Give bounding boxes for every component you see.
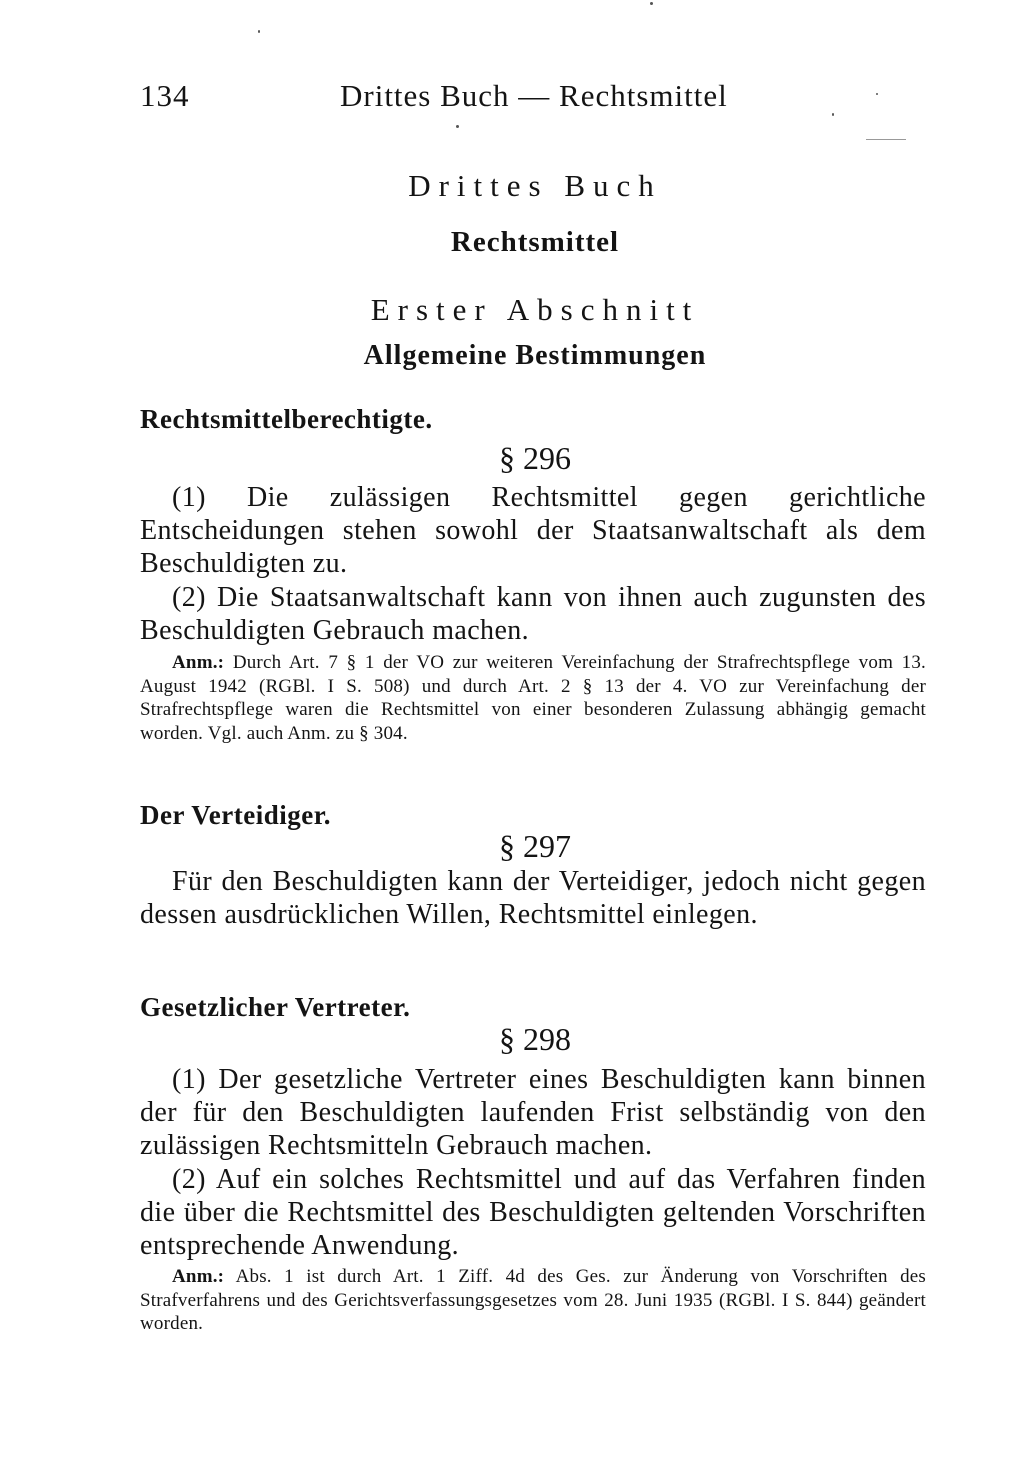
running-title: Drittes Buch — Rechtsmittel [340, 78, 728, 113]
article-297-heading: Der Verteidiger. [140, 800, 331, 830]
article-296-paragraph-1: (1) Die zulässigen Rechtsmittel gegen gerichtliche Entscheidungen stehen sowohl der Staatsanwaltschaft als dem Beschuldigten zu. [140, 482, 926, 579]
scan-speck [832, 113, 834, 116]
scan-speck [456, 125, 459, 128]
article-298-paragraph-2: (2) Auf ein solches Rechtsmittel und auf das Verfahren finden die über die Rechtsmittel des Beschuldigten geltenden Vorschriften entsprechende Anwendung. [140, 1164, 926, 1261]
article-298-number: § 298 [499, 1021, 571, 1057]
section-title: Allgemeine Bestimmungen [363, 340, 707, 371]
note-label: Anm.: [172, 652, 225, 673]
scan-speck [866, 139, 906, 140]
article-297-number: § 297 [499, 828, 571, 864]
book-label: Drittes Buch [408, 168, 662, 203]
article-296-note [140, 651, 926, 745]
note-text: Durch Art. 7 § 1 der VO zur weiteren Vereinfachung der Strafrechtspflege vom 13. August 1942 (RGBl. I S. 508) und durch Art. 2 § 13 der 4. VO zur Vereinfachung der Strafrechtspflege waren die Rechtsmittel von einer besonderen Zulassung abhängig gemacht worden. Vgl. auch Anm. zu § 304. [140, 652, 926, 744]
article-296-number: § 296 [499, 440, 571, 476]
scan-speck [876, 93, 878, 95]
page-number: 134 [140, 78, 190, 113]
article-297-paragraph-1: Für den Beschuldigten kann der Verteidiger, jedoch nicht gegen dessen ausdrücklichen Willen, Rechtsmittel einlegen. [140, 866, 926, 930]
article-298-heading: Gesetzlicher Vertreter. [140, 992, 411, 1022]
running-header [140, 78, 940, 118]
scan-speck [258, 30, 260, 33]
article-296-heading: Rechtsmittelberechtigte. [140, 404, 433, 434]
article-298-paragraph-1: (1) Der gesetzliche Vertreter eines Beschuldigten kann binnen der für den Beschuldigten laufenden Frist selbständig von den zulässigen Rechtsmitteln Gebrauch machen. [140, 1064, 926, 1161]
note-text: Abs. 1 ist durch Art. 1 Ziff. 4d des Ges. zur Änderung von Vorschriften des Strafverfahrens und des Gerichtsverfassungsgesetzes vom 28. Juni 1935 (RGBl. I S. 844) geändert worden. [140, 1266, 926, 1334]
section-label: Erster Abschnitt [370, 292, 700, 327]
article-298-note [140, 1265, 926, 1336]
article-296-paragraph-2: (2) Die Staatsanwaltschaft kann von ihnen auch zugunsten des Beschuldigten Gebrauch machen. [140, 582, 926, 646]
note-label: Anm.: [172, 1266, 225, 1287]
scan-speck [650, 2, 653, 5]
book-title: Rechtsmittel [450, 226, 620, 258]
